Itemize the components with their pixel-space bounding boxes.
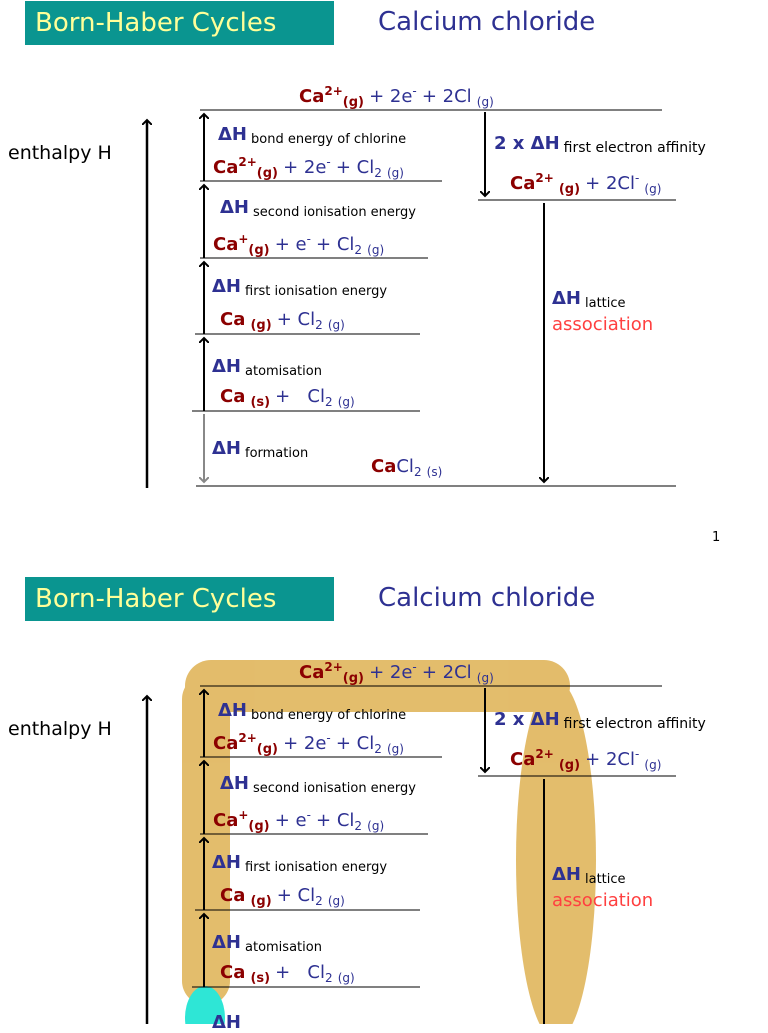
step-lattice-label: ΔH $_{lattice}$ xyxy=(552,288,626,311)
step-ea-label: 2 x ΔH first electron affinity xyxy=(494,133,706,156)
page-title: Calcium chloride xyxy=(378,7,596,37)
level-ea-formula: $Ca^{2+}$ $_{(g)}$ + 2Cl- $_{(g)}$ xyxy=(510,171,662,197)
step-atomisation-label: ΔH $_{atomisation}$ xyxy=(212,932,322,955)
step-formation-label: ΔH xyxy=(212,1012,241,1033)
enthalpy-axis-label: enthalpy H xyxy=(8,718,112,740)
step-ie1-label: ΔH $_{first ionisation energy}$ xyxy=(212,276,388,299)
enthalpy-axis-label: enthalpy H xyxy=(8,142,112,164)
level-ea-formula: $Ca^{2+}$ $_{(g)}$ + 2Cl- $_{(g)}$ xyxy=(510,747,662,773)
level-4-formula: Ca $_{(g)} + Cl_2$ $_{(g)}$ xyxy=(220,309,345,333)
page-number: 1 xyxy=(712,530,721,545)
step-bond-label: ΔH $_{bond energy of chlorine}$ xyxy=(218,124,407,147)
step-ie2-label: ΔH $_{second ionisation energy}$ xyxy=(220,197,416,220)
step-bond-label: ΔH $_{bond energy of chlorine}$ xyxy=(218,700,407,723)
step-ea-label: 2 x ΔH first electron affinity xyxy=(494,709,706,732)
page-title: Calcium chloride xyxy=(378,583,596,613)
level-5-formula: Ca $_{(s)} + Cl_2$ $_{(g)}$ xyxy=(220,386,355,410)
level-3-formula: $Ca^+_{(g)} + e^- + Cl_2$ $_{(g)}$ xyxy=(213,232,385,258)
step-ie1-label: ΔH $_{first ionisation energy}$ xyxy=(212,852,388,875)
level-2-formula: $Ca^{2+}_{(g)} + 2e^- + Cl_2$ $_{(g)}$ xyxy=(213,155,404,181)
product-formula: CaCl$_2$ $_{(s)}$ xyxy=(371,456,443,479)
level-top-formula: $Ca^{2+}_{(g)} + 2e^- + 2Cl$ $_{(g)}$ xyxy=(299,84,494,110)
level-top-formula: $Ca^{2+}_{(g)} + 2e^- + 2Cl$ $_{(g)}$ xyxy=(299,660,494,686)
step-ie2-label: ΔH $_{second ionisation energy}$ xyxy=(220,773,416,796)
banner: Born-Haber Cycles xyxy=(25,577,334,621)
level-5-formula: Ca $_{(s)} + Cl_2$ $_{(g)}$ xyxy=(220,962,355,986)
lattice-association-label: association xyxy=(552,890,654,911)
level-3-formula: $Ca^+_{(g)} + e^- + Cl_2$ $_{(g)}$ xyxy=(213,808,385,834)
banner: Born-Haber Cycles xyxy=(25,1,334,45)
level-4-formula: Ca $_{(g)} + Cl_2$ $_{(g)}$ xyxy=(220,885,345,909)
highlight-left xyxy=(182,675,230,1005)
level-2-formula: $Ca^{2+}_{(g)} + 2e^- + Cl_2$ $_{(g)}$ xyxy=(213,731,404,757)
step-atomisation-label: ΔH $_{atomisation}$ xyxy=(212,356,322,379)
step-lattice-label: ΔH $_{lattice}$ xyxy=(552,864,626,887)
step-formation-label: ΔH $_{formation}$ xyxy=(212,438,309,461)
lattice-association-label: association xyxy=(552,314,654,335)
